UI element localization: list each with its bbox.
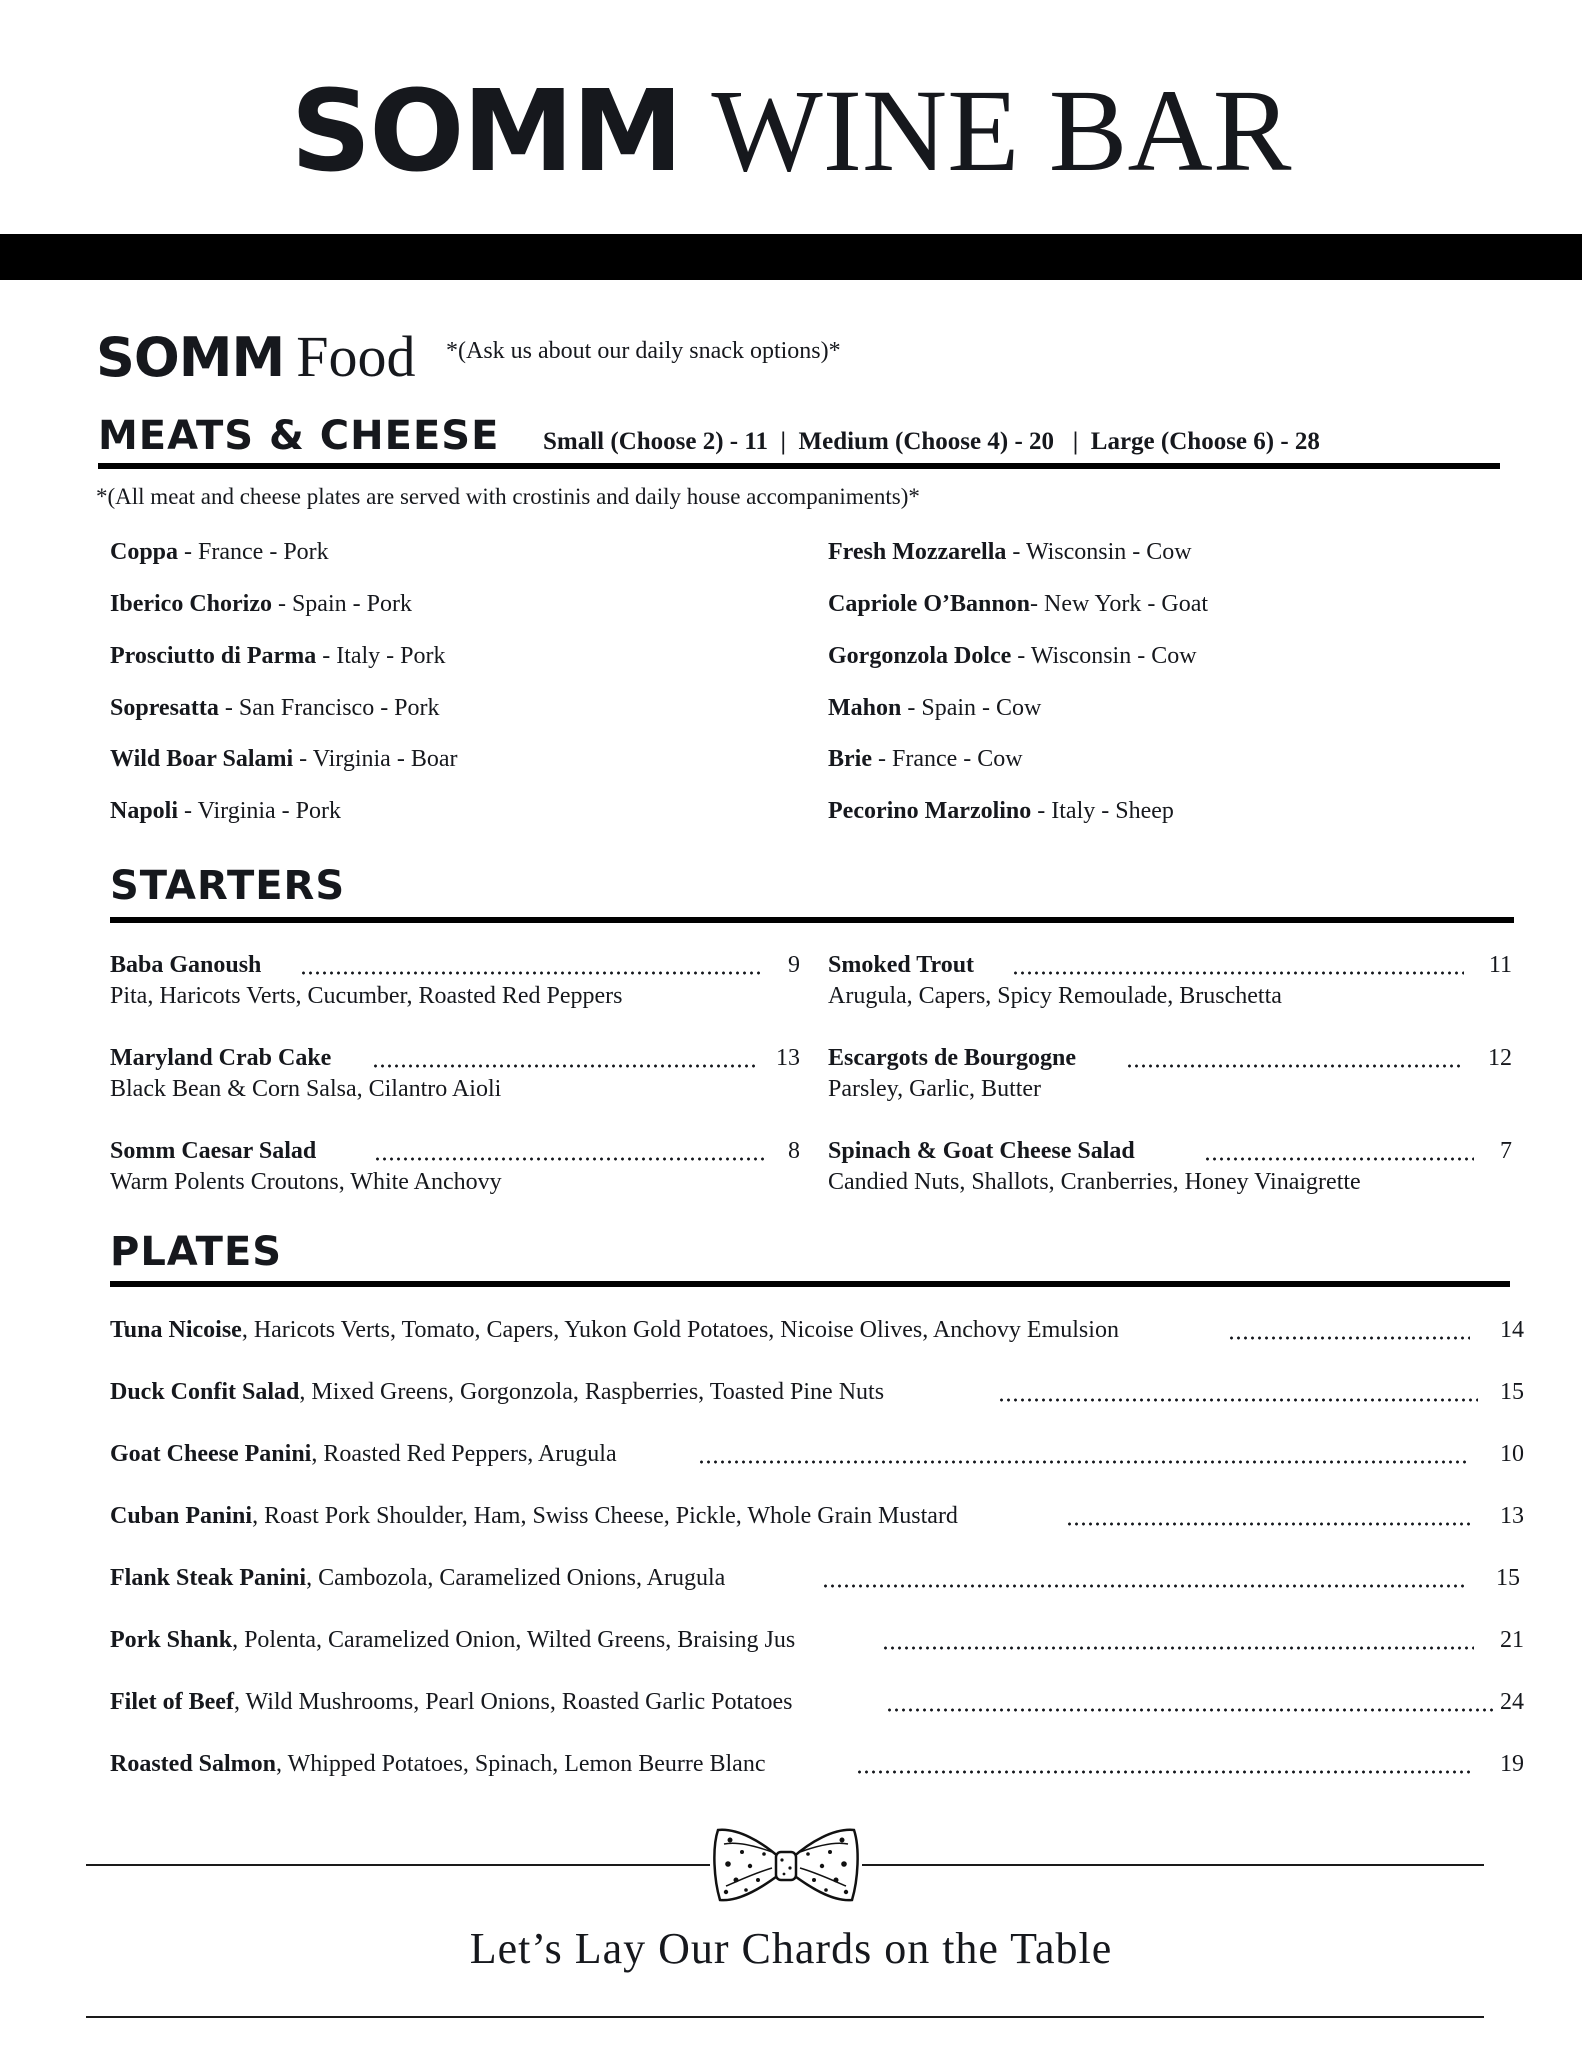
starter-desc: Warm Polents Croutons, White Anchovy <box>110 1169 502 1195</box>
meat-detail: - France - Pork <box>178 539 329 565</box>
cheese-detail: - Spain - Cow <box>901 695 1042 721</box>
meat-item <box>110 695 440 722</box>
dot-leader <box>1204 1157 1474 1161</box>
meat-detail: - Spain - Pork <box>271 591 412 617</box>
cheese-name: Mahon <box>828 695 902 721</box>
cheese-detail: - Wisconsin - Cow <box>1006 539 1192 565</box>
dot-leader <box>1012 971 1464 975</box>
plate-item <box>110 1503 958 1530</box>
starter-name: Escargots de Bourgogne <box>828 1045 1076 1071</box>
meat-item <box>110 539 329 566</box>
plate-desc: , Whipped Potatoes, Spinach, Lemon Beurre Blanc <box>276 1751 766 1777</box>
starters-title: STARTERS <box>110 863 346 909</box>
cheese-name: Pecorino Marzolino <box>828 798 1032 824</box>
food-heading <box>96 324 416 389</box>
cheese-name: Brie <box>828 746 872 772</box>
bowtie-icon <box>710 1822 862 1910</box>
plate-desc: , Roasted Red Peppers, Arugula <box>311 1441 617 1467</box>
food-heading-somm: SOMM <box>96 326 285 389</box>
cheese-detail: - Wisconsin - Cow <box>1011 643 1197 669</box>
cheese-name: Capriole O’Bannon <box>828 591 1031 617</box>
starter-desc: Arugula, Capers, Spicy Remoulade, Bruschetta <box>828 983 1282 1009</box>
plate-item <box>110 1441 617 1468</box>
plate-sizes: Small (Choose 2) - 11 | Medium (Choose 4) - 20 | Large (Choose 6) - 28 <box>543 428 1320 455</box>
plate-item <box>110 1689 792 1716</box>
plate-item <box>110 1317 1119 1344</box>
starter-price: 8 <box>788 1138 800 1164</box>
meat-item <box>110 591 412 618</box>
meats-cheese-title: MEATS & CHEESE <box>98 413 500 459</box>
plates-rule <box>110 1281 1510 1287</box>
page-title <box>0 65 1582 197</box>
plate-name: Pork Shank <box>110 1627 233 1653</box>
starters-rule <box>110 917 1514 923</box>
meat-name: Napoli <box>110 798 179 824</box>
title-somm: SOMM <box>290 67 682 197</box>
starter-name: Smoked Trout <box>828 952 975 978</box>
dot-leader <box>886 1708 1494 1712</box>
dot-leader <box>374 1157 766 1161</box>
cheese-item <box>828 591 1208 618</box>
header-bar <box>0 234 1582 280</box>
meat-name: Iberico Chorizo <box>110 591 272 617</box>
starter-name: Spinach & Goat Cheese Salad <box>828 1138 1135 1164</box>
starter-price: 12 <box>1488 1045 1512 1071</box>
plates-title: PLATES <box>110 1229 283 1275</box>
plate-item <box>110 1379 884 1406</box>
title-wine-bar: WINE BAR <box>711 65 1292 196</box>
starter-price: 13 <box>776 1045 800 1071</box>
starter-price: 7 <box>1500 1138 1512 1164</box>
dot-leader <box>1066 1522 1470 1526</box>
plate-name: Filet of Beef <box>110 1689 234 1715</box>
cheese-item <box>828 695 1041 722</box>
dot-leader <box>1126 1064 1464 1068</box>
plate-name: Cuban Panini <box>110 1503 253 1529</box>
cheese-item <box>828 643 1197 670</box>
food-heading-word: Food <box>296 324 416 389</box>
dot-leader <box>822 1584 1468 1588</box>
meat-detail: - Virginia - Boar <box>293 746 458 772</box>
plate-desc: , Polenta, Caramelized Onion, Wilted Greens, Braising Jus <box>232 1627 796 1653</box>
meat-item <box>110 798 341 825</box>
plate-desc: , Haricots Verts, Tomato, Capers, Yukon Gold Potatoes, Nicoise Olives, Anchovy Emulsion <box>241 1317 1119 1343</box>
plate-price: 14 <box>1500 1317 1524 1343</box>
starter-desc: Candied Nuts, Shallots, Cranberries, Honey Vinaigrette <box>828 1169 1361 1195</box>
dot-leader <box>698 1460 1470 1464</box>
starter-price: 11 <box>1488 952 1512 978</box>
starter-price: 9 <box>788 952 800 978</box>
plate-item <box>110 1627 795 1654</box>
meat-name: Coppa <box>110 539 179 565</box>
tagline: Let’s Lay Our Chards on the Table <box>469 1924 1113 1973</box>
dot-leader <box>1228 1336 1470 1340</box>
plate-name: Roasted Salmon <box>110 1751 277 1777</box>
plate-item <box>110 1565 725 1592</box>
meats-cheese-note: *(All meat and cheese plates are served with crostinis and daily house accompaniments)* <box>96 484 920 509</box>
starter-desc: Pita, Haricots Verts, Cucumber, Roasted Red Peppers <box>110 983 623 1009</box>
meat-name: Wild Boar Salami <box>110 746 294 772</box>
dot-leader <box>856 1770 1474 1774</box>
plate-price: 15 <box>1500 1379 1524 1405</box>
starter-name: Baba Ganoush <box>110 952 262 978</box>
meat-detail: - Italy - Pork <box>316 643 446 669</box>
plate-desc: , Roast Pork Shoulder, Ham, Swiss Cheese, Pickle, Whole Grain Mustard <box>252 1503 958 1529</box>
plate-price: 21 <box>1500 1627 1524 1653</box>
dot-leader <box>998 1398 1478 1402</box>
starter-desc: Parsley, Garlic, Butter <box>828 1076 1042 1102</box>
plate-item <box>110 1751 765 1778</box>
plate-price: 24 <box>1500 1689 1524 1715</box>
meat-detail: - Virginia - Pork <box>178 798 342 824</box>
plate-price: 10 <box>1500 1441 1524 1467</box>
plate-price: 15 <box>1496 1565 1520 1591</box>
cheese-name: Fresh Mozzarella <box>828 539 1007 565</box>
dot-leader <box>300 971 762 975</box>
cheese-item <box>828 746 1023 773</box>
plate-name: Flank Steak Panini <box>110 1565 307 1591</box>
meat-item <box>110 643 446 670</box>
meat-name: Sopresatta <box>110 695 219 721</box>
cheese-detail: - New York - Goat <box>1030 591 1209 617</box>
meats-cheese-rule <box>98 463 1500 469</box>
dot-leader <box>882 1646 1474 1650</box>
cheese-detail: - Italy - Sheep <box>1031 798 1174 824</box>
snack-note: *(Ask us about our daily snack options)* <box>446 338 841 364</box>
plate-name: Tuna Nicoise <box>110 1317 242 1343</box>
plate-desc: , Wild Mushrooms, Pearl Onions, Roasted Garlic Potatoes <box>233 1689 793 1715</box>
meat-name: Prosciutto di Parma <box>110 643 317 669</box>
starter-name: Maryland Crab Cake <box>110 1045 332 1071</box>
cheese-item <box>828 798 1174 825</box>
footer-rule-bottom <box>86 2016 1484 2018</box>
meat-item <box>110 746 457 773</box>
dot-leader <box>372 1064 756 1068</box>
plate-desc: , Cambozola, Caramelized Onions, Arugula <box>306 1565 726 1591</box>
starter-name: Somm Caesar Salad <box>110 1138 317 1164</box>
plate-price: 19 <box>1500 1751 1524 1777</box>
plate-name: Duck Confit Salad <box>110 1379 300 1405</box>
meat-detail: - San Francisco - Pork <box>218 695 440 721</box>
cheese-item <box>828 539 1192 566</box>
plate-price: 13 <box>1500 1503 1524 1529</box>
plate-desc: , Mixed Greens, Gorgonzola, Raspberries, Toasted Pine Nuts <box>299 1379 885 1405</box>
plate-name: Goat Cheese Panini <box>110 1441 312 1467</box>
cheese-detail: - France - Cow <box>871 746 1023 772</box>
starter-desc: Black Bean & Corn Salsa, Cilantro Aioli <box>110 1076 502 1102</box>
cheese-name: Gorgonzola Dolce <box>828 643 1012 669</box>
